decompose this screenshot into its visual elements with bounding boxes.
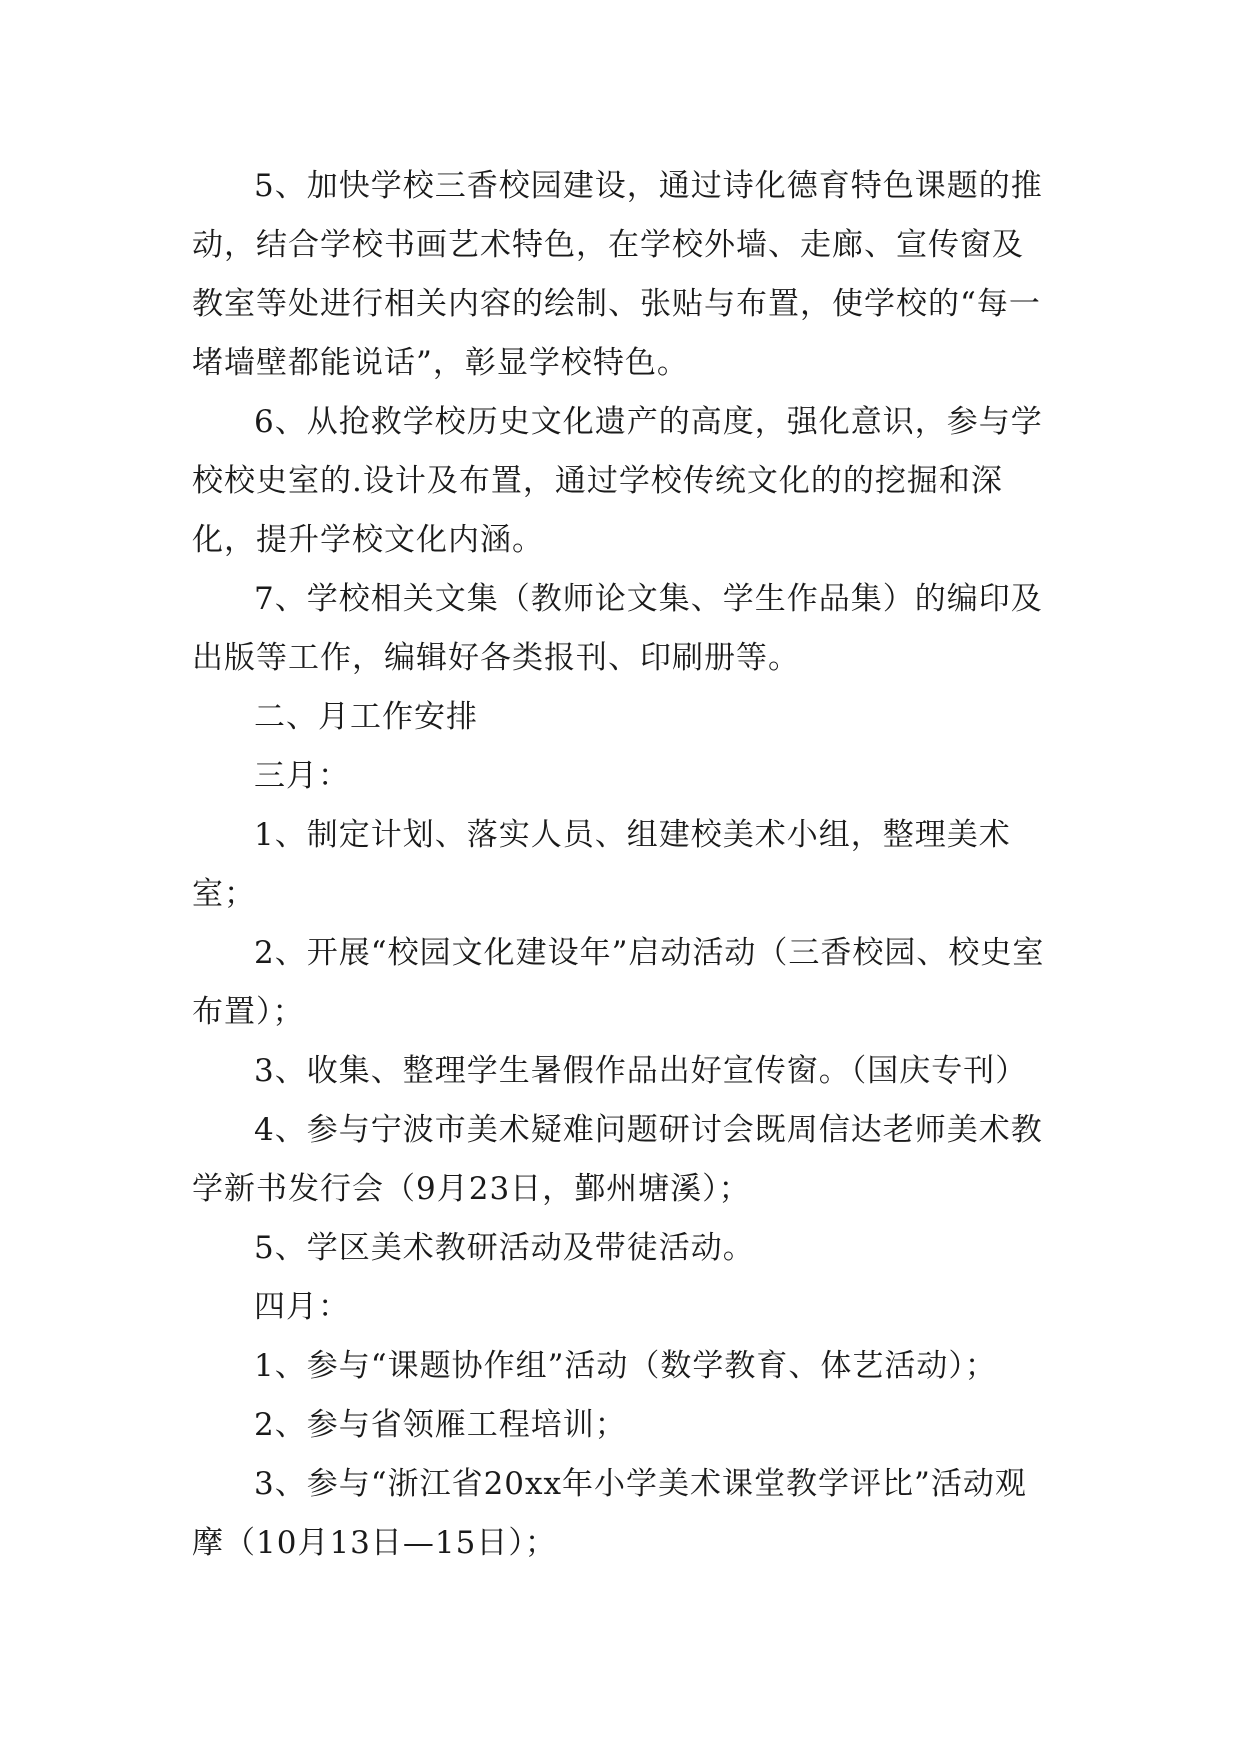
- april-item-2: 2、参与省领雁工程培训；: [254, 1407, 627, 1443]
- march-item-3: 3、收集、整理学生暑假作品出好宣传窗。（国庆专刊）: [254, 1053, 1028, 1089]
- paragraph-item-5-campus: 5、加快学校三香校园建设，通过诗化德育特色课题的推动，结合学校书画艺术特色，在学校外墙、走廊、宣传窗及教室等处进行相关内容的绘制、张贴与布置，使学校的“每一堵墙壁都能说话”，彰显学校特色。: [192, 168, 1043, 381]
- april-item-1: 1、参与“课题协作组”活动（数学教育、体艺活动）；: [254, 1348, 997, 1384]
- march-item-1: 1、制定计划、落实人员、组建校美术小组，整理美术室；: [192, 817, 1011, 912]
- section-heading-monthly-plan: 二、月工作安排: [254, 699, 478, 735]
- month-heading-march: 三月：: [254, 758, 350, 794]
- march-item-5: 5、学区美术教研活动及带徒活动。: [254, 1230, 755, 1266]
- paragraph-item-7-publications: 7、学校相关文集（教师论文集、学生作品集）的编印及出版等工作，编辑好各类报刊、印刷册等。: [192, 581, 1043, 676]
- march-item-4: 4、参与宁波市美术疑难问题研讨会既周信达老师美术教学新书发行会（9月23日，鄞州塘溪）；: [192, 1112, 1043, 1207]
- april-item-3: 3、参与“浙江省20xx年小学美术课堂教学评比”活动观摩（10月13日—15日）；: [192, 1466, 1027, 1561]
- month-heading-april: 四月：: [254, 1289, 350, 1325]
- document-body: [192, 157, 1052, 1573]
- march-item-2: 2、开展“校园文化建设年”启动活动（三香校园、校史室布置）；: [192, 935, 1045, 1030]
- paragraph-item-6-history: 6、从抢救学校历史文化遗产的高度，强化意识，参与学校校史室的.设计及布置，通过学校传统文化的的挖掘和深化，提升学校文化内涵。: [192, 404, 1043, 558]
